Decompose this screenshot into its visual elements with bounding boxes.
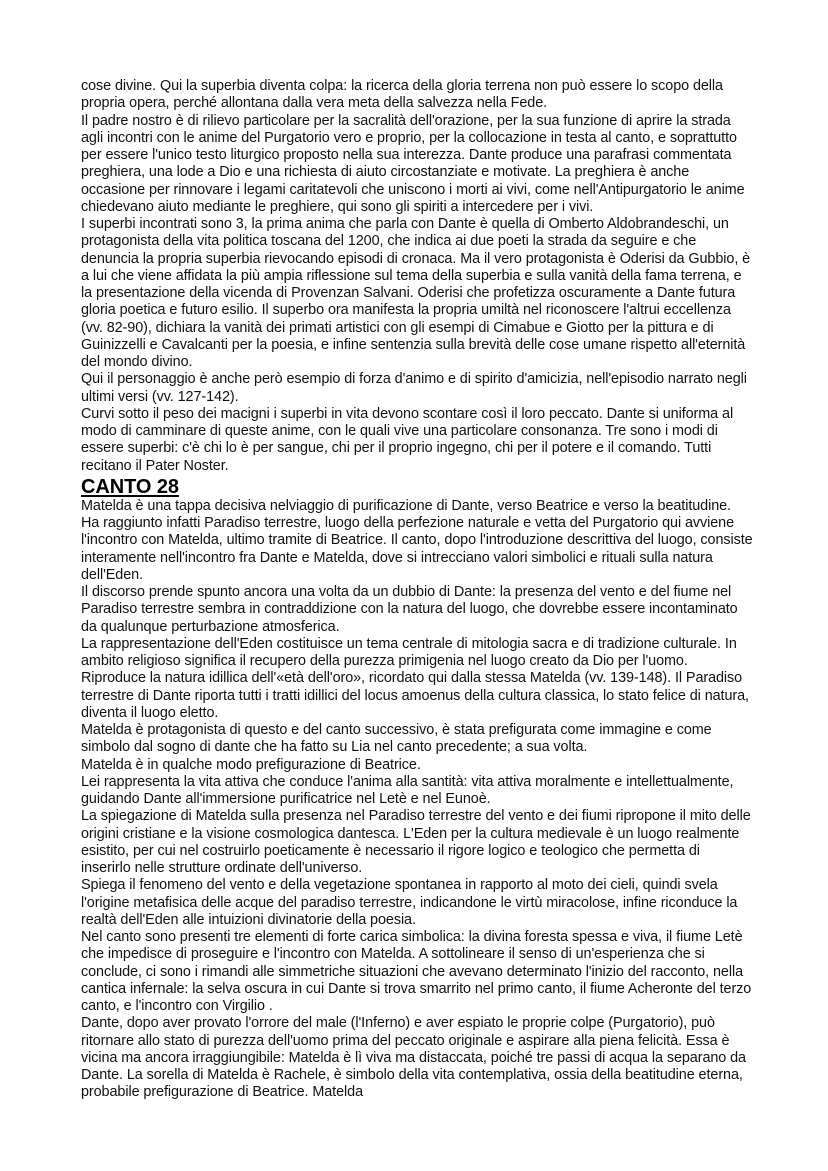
paragraph: cose divine. Qui la superbia diventa colpa: la ricerca della gloria terrena non può essere lo scopo della propria opera, perché allontana dalla vera meta della salvezza nella Fede. — [81, 78, 723, 112]
paragraph: I superbi incontrati sono 3, la prima anima che parla con Dante è quella di Omberto Aldobrandeschi, un protagonista della vita politica toscana del 1200, che indica ai due poeti la strada da seguire e che denuncia la propria superbia rievocando episodi di cronaca. Ma il vero protagonista è Oderisi da Gubbio, è a lui che viene affidata la più ampia riflessione sul tema della superbia e sulla vanità della fama terrena, e la presentazione della vicenda di Provenzan Salvani. Oderisi che profetizza oscuramente a Dante futura gloria poetica e futuro esilio. Il superbo ora manifesta la propria umiltà nel riconoscere l'altrui eccellenza (vv. 82-90), dichiara la vanità dei primati artistici con gli esempi di Cimabue e Giotto per la pittura e di Guinizzelli e Cavalcanti per la poesia, e infine sentenzia sulla brevità delle cose umane rispetto all'eternità del mondo divino. — [81, 216, 751, 370]
paragraph: Qui il personaggio è anche però esempio di forza d'animo e di spirito d'amicizia, nell'episodio narrato negli ultimi versi (vv. 127-142). — [81, 371, 747, 405]
paragraph: Spiega il fenomeno del vento e della vegetazione spontanea in rapporto al moto dei cieli, quindi svela l'origine metafisica delle acque del paradiso terrestre, indicandone le virtù miracolose, infine riconduce la realtà dell'Eden alle intuizioni divinatorie della poesia. — [81, 877, 738, 928]
document-page — [81, 78, 753, 1102]
paragraph: Lei rappresenta la vita attiva che conduce l'anima alla santità: vita attiva moralmente e intellettualmente, guidando Dante all'immersione purificatrice nel Letè e nel Eunoè. — [81, 773, 734, 807]
section-heading: CANTO 28 — [81, 475, 179, 498]
paragraph: La rappresentazione dell'Eden costituisce un tema centrale di mitologia sacra e di tradizione culturale. In ambito religioso significa il recupero della purezza primigenia nel luogo creato da Dio per l'uomo. Riproduce la natura idillica dell'«età dell'oro», ricordato qui dalla stessa Matelda (vv. 139-148). Il Paradiso terrestre di Dante riporta tutti i tratti idillici del locus amoenus della cultura classica, lo stato felice di natura, diventa il luogo eletto. — [81, 635, 749, 721]
paragraph: Nel canto sono presenti tre elementi di forte carica simbolica: la divina foresta spessa e viva, il fiume Letè che impedisce di proseguire e l'incontro con Matelda. A sottolineare il senso di un'esperienza che si conclude, ci sono i rimandi alle simmetriche situazioni che avevano determinato l'inizio del racconto, nella cantica infernale: la selva oscura in cui Dante si trova smarrito nel primo canto, il fiume Acheronte del terzo canto, e l'incontro con Virgilio . — [81, 929, 752, 1014]
section-canto-28 — [81, 476, 753, 1102]
paragraph: Il discorso prende spunto ancora una volta da un dubbio di Dante: la presenza del vento e del fiume nel Paradiso terrestre sembra in contraddizione con la natura del luogo, che dovrebbe essere incontaminato da qualunque perturbazione atmosferica. — [81, 584, 738, 635]
paragraph: Il padre nostro è di rilievo particolare per la sacralità dell'orazione, per la sua funzione di aprire la strada agli incontri con le anime del Purgatorio vero e proprio, per la collocazione in testa al canto, e soprattutto per essere l'unico testo liturgico proposto nella sua interezza. Dante produce una parafrasi commentata preghiera, una lode a Dio e una richiesta di aiuto circostanziate e motivate. La preghiera è anche occasione per rinnovare i legami caritatevoli che uniscono i morti ai vivi, come nell'Antipurgatorio le anime chiedevano aiuto mediante le preghiere, qui sono gli spiriti a intercedere per i vivi. — [81, 112, 745, 215]
paragraph: Matelda è in qualche modo prefigurazione di Beatrice. — [81, 756, 421, 773]
paragraph: Curvi sotto il peso dei macigni i superbi in vita devono scontare così il loro peccato. Dante si uniforma al modo di camminare di queste anime, con le quali vive una particolare consonanza. Tre sono i modi di essere superbi: c'è chi lo è per sangue, chi per il proprio ingegno, chi per il potere e il comando. Tutti recitano il Pater Noster. — [81, 405, 734, 474]
paragraph: Matelda è una tappa decisiva nelviaggio di purificazione di Dante, verso Beatrice e verso la beatitudine. Ha raggiunto infatti Paradiso terrestre, luogo della perfezione naturale e vetta del Purgatorio qui avviene l'incontro con Matelda, ultimo tramite di Beatrice. Il canto, dopo l'introduzione descrittiva del luogo, consiste interamente nell'incontro fra Dante e Matelda, dove si intrecciano valori simbolici e rituali sulla natura dell'Eden. — [81, 497, 753, 583]
paragraph: Dante, dopo aver provato l'orrore del male (l'Inferno) e aver espiato le proprie colpe (Purgatorio), può ritornare allo stato di purezza dell'uomo prima del peccato originale e aspirare alla piena felicità. Essa è vicina ma ancora irraggiungibile: Matelda è lì viva ma distaccata, poiché tre passi di acqua la separano da Dante. La sorella di Matelda è Rachele, è simbolo della vita contemplativa, ossia della beatitudine eterna, probabile prefigurazione di Beatrice. Matelda — [81, 1015, 746, 1101]
section-canto-11-continuation — [81, 78, 753, 475]
paragraph: Matelda è protagonista di questo e del canto successivo, è stata prefigurata come immagine e come simbolo dal sogno di dante che ha fatto su Lia nel canto precedente; a sua volta. — [81, 722, 712, 756]
paragraph: La spiegazione di Matelda sulla presenza nel Paradiso terrestre del vento e dei fiumi ripropone il mito delle origini cristiane e la visione cosmologica dantesca. L'Eden per la cultura medievale è un luogo realmente esistito, per cui nel costruirlo poeticamente è necessario il rigore logico e teologico che permetta di inserirlo nelle strutture ordinate dell'universo. — [81, 808, 751, 876]
